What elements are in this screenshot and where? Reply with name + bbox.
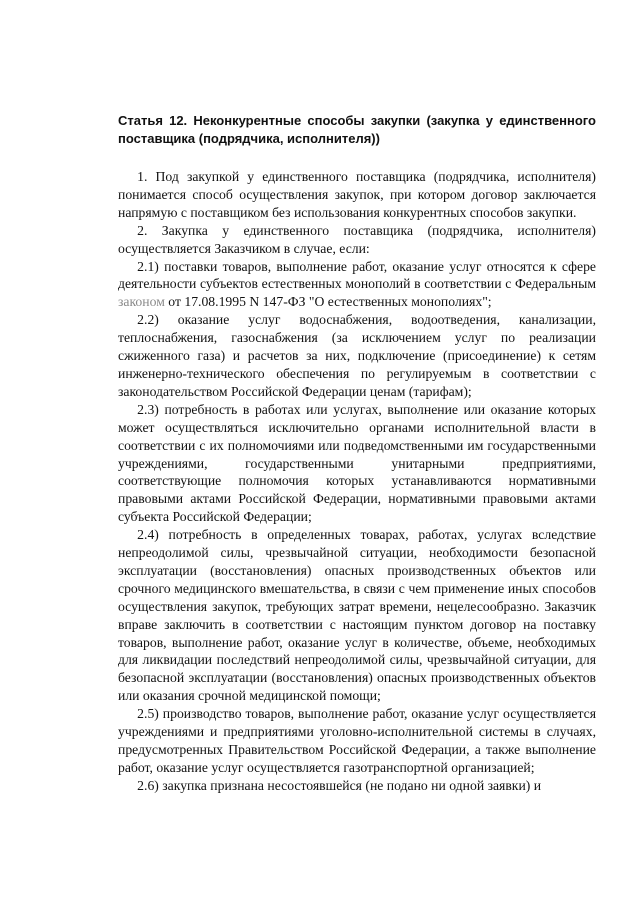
paragraph-2-1-text-start: 2.1) поставки товаров, выполнение работ, оказание услуг относятся к сфере деятельности субъектов естественных монополий в соответствии с Федеральным xyxy=(118,258,596,292)
paragraph-2-4: 2.4) потребность в определенных товарах, работах, услугах вследствие непреодолимой силы, чрезвычайной ситуации, необходимости безопасной эксплуатации (восстановления) опасных производственных объектов или срочного медицинского вмешательства, в связи с чем применение иных способов осуществления закупок, требующих затрат времени, нецелесообразно. Заказчик вправе заключить в соответствии с настоящим пунктом договор на поставку товаров, выполнение работ, оказание услуг в количестве, объеме, необходимых для ликвидации последствий непреодолимой силы, чрезвычайной ситуации, для безопасной эксплуатации (восстановления) опасных производственных объектов или оказания срочной медицинской помощи; xyxy=(118,527,596,704)
paragraph-2-6: 2.6) закупка признана несостоявшейся (не подано ни одной заявки) и xyxy=(137,777,542,793)
paragraph-1: 1. Под закупкой у единственного поставщика (подрядчика, исполнителя) понимается способ осуществления закупок, при котором договор заключается напрямую с поставщиком без использования конкурентных способов закупки. xyxy=(118,169,596,220)
paragraph-2-5: 2.5) производство товаров, выполнение работ, оказание услуг осуществляется учреждениями и предприятиями уголовно-исполнительной системы в случаях, предусмотренных Правительством Российской Федерации, а также выполнение работ, оказание услуг осуществляется газотранспортной организацией; xyxy=(118,706,596,775)
document-page xyxy=(118,112,596,795)
paragraph-2: 2. Закупка у единственного поставщика (подрядчика, исполнителя) осуществляется Заказчиком в случае, если: xyxy=(118,222,596,256)
paragraph-2-2: 2.2) оказание услуг водоснабжения, водоотведения, канализации, теплоснабжения, газоснабжения (за исключением услуг по реализации сжиженного газа) и расчетов за них, подключение (присоединение) к сетям инженерно-технического обеспечения по регулируемым в соответствии с законодательством Российской Федерации ценам (тарифам); xyxy=(118,312,596,399)
paragraph-2-1-text-end: от 17.08.1995 N 147-ФЗ "О естественных монополиях"; xyxy=(164,294,492,310)
federal-law-link[interactable]: законом xyxy=(118,294,165,310)
paragraph-2-3: 2.3) потребность в работах или услугах, выполнение или оказание которых может осуществляться исключительно органами исполнительной власти в соответствии с их полномочиями или подведомственными им государственными учреждениями, государственными унитарными предприятиями, соответствующие полномочия которых устанавливаются нормативными правовыми актами Российской Федерации, нормативными правовыми актами субъекта Российской Федерации; xyxy=(118,401,596,525)
article-heading: Статья 12. Неконкурентные способы закупки (закупка у единственного поставщика (подрядчика, исполнителя)) xyxy=(118,113,596,146)
paragraph-2-1 xyxy=(118,258,596,312)
